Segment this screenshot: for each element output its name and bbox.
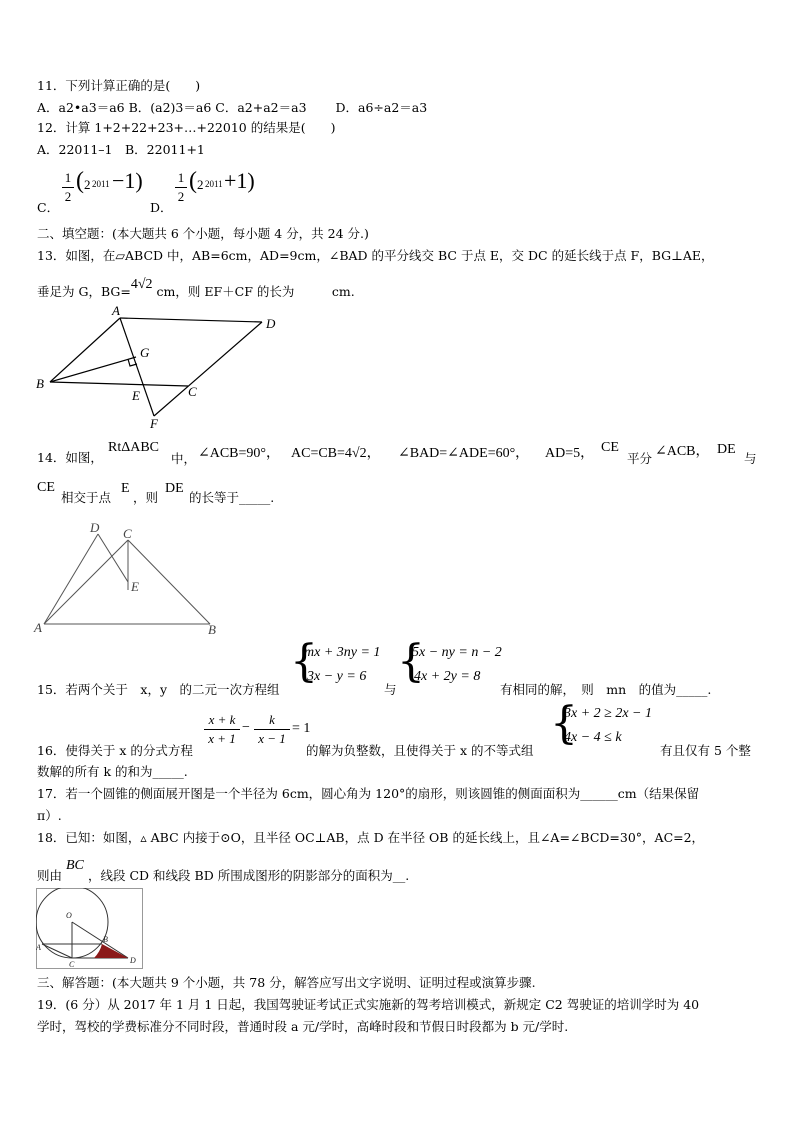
- q16-text-a: 16．使得关于 x 的分式方程: [37, 743, 193, 758]
- q16-fraction-1: x + k x + 1: [204, 712, 240, 747]
- section-2-heading: 二、填空题：(本大题共 6 个小题，每小题 4 分，共 24 分.): [37, 226, 369, 241]
- q14-triangle-figure: [30, 516, 230, 636]
- q16-text-c: 有且仅有 5 个整: [660, 743, 751, 758]
- label-e: E: [131, 579, 139, 594]
- q14-angles: ∠BAD=∠ADE=60°，: [398, 446, 530, 461]
- q18-text: 则由: [37, 868, 63, 883]
- label-a: A: [36, 943, 41, 952]
- q12-option-d-label: D．: [150, 200, 173, 215]
- q14-text: 平分: [627, 451, 653, 466]
- q16-minus: −: [242, 720, 250, 735]
- q13-line-1: 13．如图，在▱ABCD 中，AB=6cm，AD=9cm，∠BAD 的平分线交 BC 于点 E，交 DC 的延长线于点 F，BG⊥AE，: [37, 248, 714, 263]
- segment-df: [154, 322, 262, 416]
- half-fraction: 1 2: [62, 170, 74, 205]
- label-g: G: [140, 345, 150, 360]
- q16-fraction-2: k x − 1: [254, 712, 290, 747]
- q16-line-2: 数解的所有 k 的和为_____.: [37, 764, 188, 779]
- q18-arc-bc: BC: [66, 858, 84, 873]
- label-c: C: [69, 960, 75, 969]
- q15-brace-2: {: [397, 636, 425, 687]
- q16-inequality-2: 4x − 4 ≤ k: [564, 730, 622, 745]
- segment-cb: [128, 540, 210, 624]
- q13-parallelogram-figure: [30, 300, 290, 430]
- label-b: B: [103, 935, 108, 944]
- q12-option-c-label: C．: [37, 200, 60, 215]
- figure-frame: [37, 889, 143, 969]
- q14-ac-cb: AC=CB=4√2，: [291, 446, 381, 461]
- q14-point-e: E: [121, 481, 130, 496]
- q14-ce: CE: [601, 440, 619, 455]
- section-3-heading: 三、解答题：(本大题共 9 个小题，共 78 分，解答应写出文字说明、证明过程或演算步骤.: [37, 975, 536, 990]
- label-a: A: [112, 303, 120, 318]
- q15-brace-1: {: [290, 636, 318, 687]
- q16-brace: {: [550, 698, 578, 749]
- q12-options-ab: A．22011–1 B．22011+1: [37, 142, 205, 157]
- q16-text-b: 的解为负整数，且使得关于 x 的不等式组: [306, 743, 534, 758]
- q15-text-a: 15．若两个关于 x，y 的二元一次方程组: [37, 682, 280, 697]
- q19-line-1: 19．(6 分）从 2017 年 1 月 1 日起，我国驾驶证考试正式实施新的驾考培训模式，新规定 C2 驾驶证的培训学时为 40: [37, 997, 700, 1012]
- label-e: E: [132, 388, 140, 403]
- segment-de: [98, 534, 128, 582]
- half-fraction: 1 2: [175, 170, 187, 205]
- q13-line-2: 垂足为 G，BG=4√2 cm，则 EF＋CF 的长为 cm.: [37, 277, 355, 299]
- q14-de: DE: [717, 442, 736, 457]
- label-a: A: [34, 620, 42, 635]
- label-d: D: [130, 956, 136, 965]
- segment-ad: [120, 318, 262, 322]
- q14-text: 相交于点: [61, 490, 112, 505]
- q17-line-2: π）.: [37, 808, 62, 823]
- q17-line-1: 17．若一个圆锥的侧面展开图是一个半径为 6cm，圆心角为 120°的扇形，则该圆锥的侧面面积为______cm（结果保留: [37, 786, 700, 801]
- q11-options: A．a2•a3＝a6 B．(a2)3＝a6 C．a2+a2＝a3 D．a6÷a2＝a3: [37, 100, 428, 115]
- q14-ce: CE: [37, 480, 55, 495]
- q15-text: 与: [384, 682, 397, 697]
- q14-prefix: 14．如图，: [37, 450, 103, 465]
- q15-system-2-eq-2: 4x + 2y = 8: [414, 669, 481, 684]
- label-d: D: [266, 316, 276, 331]
- q14-angle-acb: ∠ACB，: [655, 444, 710, 459]
- label-c: C: [123, 526, 132, 541]
- q14-rt-triangle: RtΔABC: [108, 440, 160, 455]
- segment-ac: [44, 540, 128, 624]
- label-f: F: [150, 416, 158, 430]
- q16-equals: = 1: [292, 721, 311, 736]
- q14-text: 与: [744, 451, 757, 466]
- q15-system-1-eq-2: 3x − y = 6: [307, 669, 367, 684]
- segment-bc: [50, 382, 188, 386]
- label-c: C: [188, 384, 197, 399]
- q15-system-2-eq-1: 5x − ny = n − 2: [412, 645, 502, 660]
- q14-text: 的长等于_____.: [189, 490, 275, 505]
- q15-text-b: 有相同的解， 则 mn 的值为_____.: [500, 682, 712, 697]
- q18-line-1: 18．已知：如图，▵ ABC 内接于⊙O，且半径 OC⊥AB，点 D 在半径 OB 的延长线上，且∠A=∠BCD=30°，AC=2，: [37, 830, 705, 845]
- label-d: D: [90, 520, 100, 535]
- q12-stem: 12．计算 1+2+22+23+…+22010 的结果是( ): [37, 120, 336, 135]
- segment-ac: [42, 944, 72, 958]
- segment-ad: [44, 534, 98, 624]
- q14-de: DE: [165, 481, 184, 496]
- q14-text: ，则: [133, 490, 159, 505]
- q15-system-1-eq-1: mx + 3ny = 1: [304, 645, 381, 660]
- q11-stem: 11．下列计算正确的是( ): [37, 78, 201, 93]
- q14-text: 中，: [171, 451, 197, 466]
- q16-inequality-1: 3x + 2 ≥ 2x − 1: [564, 706, 653, 721]
- label-b: B: [36, 376, 44, 391]
- q14-angle-acb: ∠ACB=90°，: [198, 446, 281, 461]
- q18-text: ，线段 CD 和线段 BD 所围成图形的阴影部分的面积为__.: [88, 868, 410, 883]
- label-b: B: [208, 622, 216, 636]
- q18-circle-figure: [36, 888, 146, 970]
- label-o: O: [66, 911, 72, 920]
- q19-line-2: 学时，驾校的学费标准分不同时段，普通时段 a 元/学时，高峰时段和节假日时段都为 b 元/学时.: [37, 1019, 569, 1034]
- q14-ad: AD=5，: [545, 446, 595, 461]
